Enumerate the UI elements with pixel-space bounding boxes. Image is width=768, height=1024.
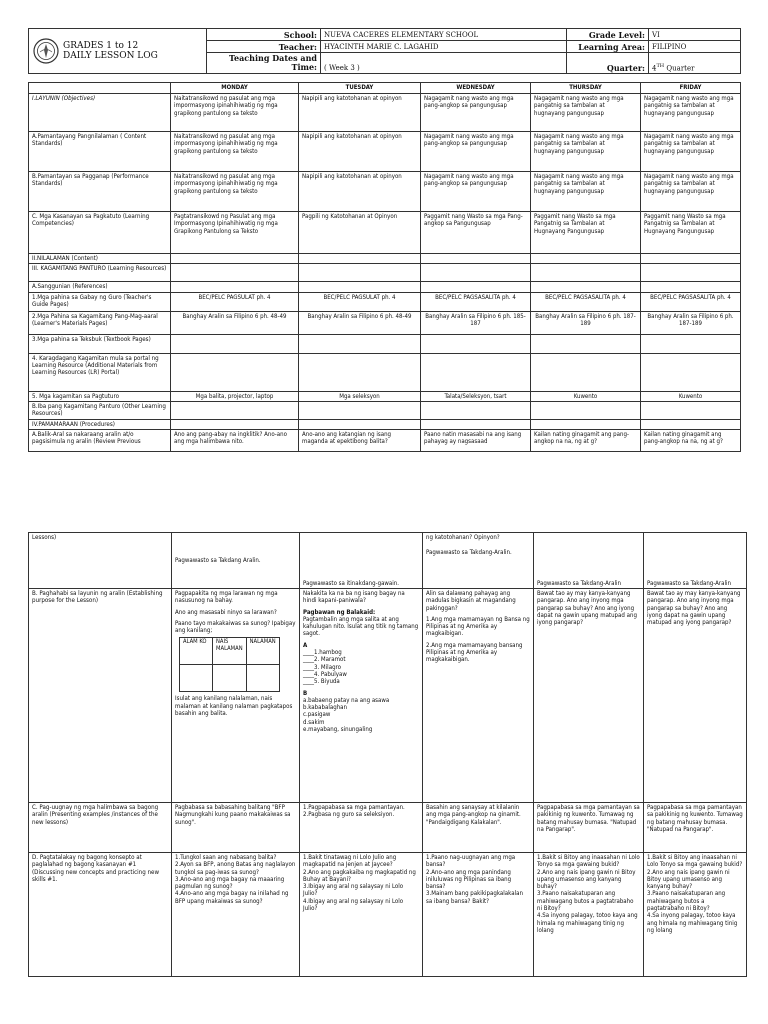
table-cell — [171, 419, 299, 429]
row-label: IV.PAMAMARAAN (Procedures) — [29, 419, 171, 429]
day-wednesday: WEDNESDAY — [421, 83, 531, 94]
table-cell: Nagagamit nang wasto ang mga pangatnig sa tambalan at hugnayang pangungusap — [531, 172, 641, 212]
table-cell: Naitatransikowd ng pasulat ang mga impormasyong ipinahihiwatig ng mga grapikong pantulong sa teksto — [171, 94, 299, 132]
table-cell — [641, 264, 741, 282]
table-cell: Nagagamit nang wasto ang mga pangatnig sa tambalan at hugnayang pangungusap — [641, 94, 741, 132]
cell-text: B — [303, 689, 308, 697]
row-label-objectives: I.LAYUNIN (Objectives) — [29, 94, 171, 132]
header-table — [28, 28, 741, 74]
table-row — [29, 430, 741, 452]
table-cell — [299, 264, 421, 282]
row-label: 5. Mga kagamitan sa Pagtuturo — [29, 391, 171, 401]
table-cell: Pagpapabasa sa mga pamantayan sa pakikinig ng kuwento. Tumawag ng batang mahusay bumasa. "Natupad na Pangarap". — [534, 803, 644, 853]
dates-label — [207, 53, 321, 74]
kwl-cell — [246, 665, 279, 692]
cell-text: Ano ang masasabi ninyo sa larawan? — [175, 608, 277, 616]
table-cell — [641, 353, 741, 391]
table-cell — [641, 334, 741, 353]
table-cell: Ano ang pang-abay na ingklitik? Ano-ano ang mga halimbawa nito. — [171, 430, 299, 452]
table-cell — [300, 589, 423, 803]
table-cell: Pagwawasto sa Takdang-Aralin — [534, 533, 644, 589]
dates-value: ( Week 3 ) — [321, 53, 567, 74]
table-cell: Mga balita, projector, laptop — [171, 391, 299, 401]
table-cell — [421, 264, 531, 282]
grade-value: VI — [649, 29, 741, 41]
cell-text: Nakakita ka na ba ng isang bagay na hindi kapani-paniwala? — [303, 590, 405, 605]
dates-label-line2: Time: — [291, 62, 317, 72]
table-row — [29, 853, 747, 977]
row-label: A.Pamantayang Pangnilalaman ( Content Standards) — [29, 132, 171, 172]
table-cell — [641, 401, 741, 419]
table-cell: Mga seleksyon — [299, 391, 421, 401]
kwl-chart — [179, 637, 280, 692]
row-label: A.Balik-Aral sa nakaraang aralin at/o pagsisimula ng aralin (Review Previous — [29, 430, 171, 452]
table-cell — [421, 254, 531, 264]
table-cell — [641, 254, 741, 264]
table-cell — [299, 334, 421, 353]
kwl-cell — [180, 665, 213, 692]
table-cell: Talata/Seleksyon, tsart — [421, 391, 531, 401]
table-row — [29, 264, 741, 282]
header-logo-title — [29, 29, 207, 74]
table-cell — [171, 334, 299, 353]
table-cell — [421, 282, 531, 292]
table-cell: Nagagamit nang wasto ang mga pangatnig sa tambalan at hugnayang pangungusap — [531, 132, 641, 172]
dates-label-line1: Teaching Dates and — [228, 53, 317, 63]
table-row — [29, 94, 741, 132]
table-cell: Banghay Aralin sa Filipino 6 ph. 187-189 — [531, 311, 641, 334]
table-row — [29, 419, 741, 429]
table-cell: Pagbabasa sa babasahing balitang "BFP Nagmungkahi kung paano makakaiwas sa sunog". — [172, 803, 300, 853]
table-row — [29, 334, 741, 353]
kwl-header: ALAM KO — [180, 638, 213, 665]
table-cell — [299, 353, 421, 391]
area-label: Learning Area: — [567, 41, 649, 53]
table-cell — [531, 254, 641, 264]
table-row — [29, 172, 741, 212]
cell-text: Paano tayo makakaiwas sa sunog? Ipabigay ang kanilang; — [175, 619, 296, 635]
table-cell — [171, 254, 299, 264]
table-row — [29, 292, 741, 311]
kwl-cell — [213, 665, 247, 692]
table-cell — [531, 334, 641, 353]
table-cell: 1.Bakit tinatawag ni Lolo Julio ang magkapatid na Jenjen at Jaycee? 2.Ano ang pagkakaiba ng magkapatid ng Buhay at Bayani? 3.Ibigay ang aral ng salaysay ni Lolo Julio? 4.Ibigay ang aral ng salaysay ni Lolo Julio? — [300, 853, 423, 977]
cell-text: Pagbawan ng Balakaid: — [303, 608, 376, 616]
table-cell: Pagwawasto sa Takdang Aralin. — [172, 533, 300, 589]
list-item: a.babaeng patay na ang asawa — [303, 696, 390, 704]
table-row — [29, 311, 741, 334]
table-cell: Pagwawasto sa Takdang-Aralin — [644, 533, 747, 589]
row-label: B.Iba pang Kagamitang Panturo (Other Learning Resources) — [29, 401, 171, 419]
cell-text: Isulat ang kanilang nalalaman, nais malaman at kanilang nalaman pagkatapos basahin ang balita. — [175, 695, 293, 718]
day-header-blank — [29, 83, 171, 94]
table-cell: Banghay Aralin sa Filipino 6 ph. 187-189 — [641, 311, 741, 334]
row-label: A.Sanggunian (References) — [29, 282, 171, 292]
list-item: ____2. Maramot — [303, 656, 346, 664]
teacher-label: Teacher: — [207, 41, 321, 53]
row-label: B. Paghahabi sa layunin ng aralin (Establishing purpose for the Lesson) — [29, 589, 172, 803]
row-label: 2.Mga Pahina sa Kagamitang Pang-Mag-aaral (Learner's Materials Pages) — [29, 311, 171, 334]
table-row — [29, 401, 741, 419]
row-label: C. Mga Kasanayan sa Pagkatuto (Learning Competencies) — [29, 212, 171, 254]
table-cell: Paggamit nang Wasto sa mga Pang-angkop sa Pangungusap — [421, 212, 531, 254]
table-cell: BEC/PELC PAGSASALITA ph. 4 — [641, 292, 741, 311]
deped-seal-icon — [33, 38, 59, 64]
table-cell: Paggamit nang Wasto sa mga Pangatnig sa Tambalan at Hugnayang Pangungusap — [531, 212, 641, 254]
table-cell: Nagagamit nang wasto ang mga pang-angkop sa pangungusap — [421, 172, 531, 212]
area-value: FILIPINO — [649, 41, 741, 53]
cell-text: Alin sa dalawang pahayag ang madulas bigkasin at magandang pakinggan? — [426, 590, 516, 612]
table-cell: Paggamit nang Wasto sa mga Pangatnig sa Tambalan at Hugnayang Pangungusap — [641, 212, 741, 254]
grade-label: Grade Level: — [567, 29, 649, 41]
table-cell: Banghay Aralin sa Filipino 6 ph. 185-187 — [421, 311, 531, 334]
table-cell: Nagagamit nang wasto ang mga pangatnig sa tambalan at hugnayang pangungusap — [531, 94, 641, 132]
table-cell: BEC/PELC PAGSULAT ph. 4 — [171, 292, 299, 311]
table-cell: Banghay Aralin sa Filipino 6 ph. 48-49 — [299, 311, 421, 334]
table-cell — [299, 282, 421, 292]
table-cell — [531, 401, 641, 419]
table-cell: Kuwento — [641, 391, 741, 401]
table-cell: Naitatransikowd ng pasulat ang mga impormasyong ipinahihiwatig ng mga grapikong pantulong sa teksto — [171, 172, 299, 212]
table-cell — [171, 264, 299, 282]
kwl-header: NALAMAN — [246, 638, 279, 665]
row-label: D. Pagtatalakay ng bagong konsepto at paglalahad ng bagong kasanayan #1 (Discussing new concepts and practicing new skills #1. — [29, 853, 172, 977]
table-cell — [299, 419, 421, 429]
table-cell: Bawat tao ay may kanya-kanyang pangarap. Ano ang inyong mga pangarap sa buhay? Ano ang iyong dapat na gawin upang matupad ang iyong pangarap? — [534, 589, 644, 803]
table-cell: Kailan nating ginagamit ang pang-angkop na na, ng at g? — [531, 430, 641, 452]
table-cell — [421, 401, 531, 419]
table-cell: Ano-ano ang katangian ng isang maganda at epektibong balita? — [299, 430, 421, 452]
table-cell — [421, 334, 531, 353]
table-cell: 1.Bakit si Bitoy ang inaasahan ni Lolo Tonyo sa mga gawaing bukid? 2.Ano ang nais ipang gawin ni Bitoy upang umasenso ang kanyang buhay? 3.Paano naisakatuparan ang mahiwagang butos a pagtatrabaho ni Bitoy? 4.Sa inyong palagay, totoo kaya ang himala ng mahiwagang tinig ng lolang — [644, 853, 747, 977]
kwl-header: NAIS MALAMAN — [213, 638, 247, 665]
table-cell: BEC/PELC PAGSASALITA ph. 4 — [421, 292, 531, 311]
day-header-row — [29, 83, 741, 94]
table-cell: Nagagamit nang wasto ang mga pangatnig sa tambalan at hugnayang pangungusap — [641, 132, 741, 172]
table-cell: 1.Pagpapabasa sa mga pamantayan. 2.Pagbasa ng guro sa seleksiyon. — [300, 803, 423, 853]
quarter-label: Quarter: — [567, 53, 649, 74]
school-value: NUEVA CACERES ELEMENTARY SCHOOL — [321, 29, 567, 41]
table-cell — [531, 264, 641, 282]
table-cell: BEC/PELC PAGSULAT ph. 4 — [299, 292, 421, 311]
table-cell: 1.Paano nag-uugnayan ang mga bansa? 2.Ano-ano ang mga panindang iniluluwas ng Pilipinas sa ibang bansa? 3.Mainam bang pakikipagkalakalan sa ibang bansa? Bakit? — [423, 853, 534, 977]
cell-text: 2.Ang mga mamamayang bansang Pilipinas at ng Amerika ay magkakaibigan. — [426, 641, 523, 664]
table-cell: BEC/PELC PAGSASALITA ph. 4 — [531, 292, 641, 311]
table-cell: Bawat tao ay may kanya-kanyang pangarap. Ano ang inyong mga pangarap sa buhay? Ano ang iyong dapat na gawin upang matupad ang iyong pangarap? — [644, 589, 747, 803]
table-cell: 1.Tungkol saan ang nabasang balita? 2.Ayon sa BFP, anong Batas ang naglalayon tungkol sa pag-iwas sa sunog? 3.Ano-ano ang mga bagay na maaaring pagmulan ng sunog? 4.Ano-ano ang mga bagay na inilahad ng BFP upang makaiwas sa sunog? — [172, 853, 300, 977]
table-cell — [421, 353, 531, 391]
table-cell: Banghay Aralin sa Filipino 6 ph. 48-49 — [171, 311, 299, 334]
title-dll: DAILY LESSON LOG — [63, 51, 158, 61]
teacher-value: HYACINTH MARIE C. LAGAHID — [321, 41, 567, 53]
table-row — [29, 353, 741, 391]
list-item: b.kababalaghan — [303, 704, 348, 712]
table-cell — [172, 589, 300, 803]
cell-text: Pagpapakita ng mga larawan ng mga nasusunog na bahay. — [175, 590, 278, 605]
table-cell: Kuwento — [531, 391, 641, 401]
table-row — [29, 282, 741, 292]
table-cell: Napipili ang katotohanan at opinyon — [299, 94, 421, 132]
lesson-table-page2 — [28, 532, 747, 977]
table-cell — [531, 353, 641, 391]
table-cell: Pagwawasto sa itinakdang-gawain. — [300, 533, 423, 589]
day-monday: MONDAY — [171, 83, 299, 94]
row-label: Lessons) — [29, 533, 172, 589]
day-tuesday: TUESDAY — [299, 83, 421, 94]
table-cell: Pagpili ng Katotohanan at Opinyon — [299, 212, 421, 254]
day-friday: FRIDAY — [641, 83, 741, 94]
table-row — [29, 254, 741, 264]
table-cell: Nagagamit nang wasto ang mga pang-angkop sa pangungusap — [421, 94, 531, 132]
table-cell — [171, 282, 299, 292]
table-cell: Naitatransikowd ng pasulat ang mga impormasyong ipinahihiwatig ng mga grapikong pantulong sa teksto — [171, 132, 299, 172]
lesson-table-page1 — [28, 82, 741, 452]
table-cell: 1.Bakit si Bitoy ang inaasahan ni Lolo Tonyo sa mga gawaing bukid? 2.Ano ang nais ipang gawin ni Bitoy upang umasenso ang kanyang buhay? 3.Paano naisakatuparan ang mahiwagang butos a pagtatrabaho ni Bitoy? 4.Sa inyong palagay, totoo kaya ang himala ng mahiwagang tinig ng lolang — [534, 853, 644, 977]
list-item: c.pasigaw — [303, 711, 331, 719]
table-cell — [531, 419, 641, 429]
table-cell: Kailan nating ginagamit ang pang-angkop na na, ng at g? — [641, 430, 741, 452]
table-cell — [171, 401, 299, 419]
table-cell: Nagagamit nang wasto ang mga pangatnig sa tambalan at hugnayang pangungusap — [641, 172, 741, 212]
row-label: 3.Mga pahina sa Teksbuk (Textbook Pages) — [29, 334, 171, 353]
list-item: e.mayabang, sinungaling — [303, 726, 373, 734]
row-label: B.Pamantayan sa Pagganap (Performance Standards) — [29, 172, 171, 212]
table-cell: ng katotohanan? Opinyon? Pagwawasto sa Takdang-Aralin. — [423, 533, 534, 589]
school-label: School: — [207, 29, 321, 41]
table-row — [29, 589, 747, 803]
row-label: II.NILALAMAN (Content) — [29, 254, 171, 264]
table-cell — [531, 282, 641, 292]
cell-text: Pagtambalin ang mga salita at ang kahulugan nito. Isulat ang titik ng tamang sagot. — [303, 615, 419, 638]
table-cell: Napipili ang katotohanan at opinyon — [299, 172, 421, 212]
row-label: 4. Karagdagang Kagamitan mula sa portal ng Learning Resource (Additional Materials from Learning Resources (LR) Portal) — [29, 353, 171, 391]
table-row — [29, 533, 747, 589]
quarter-value: 4TH Quarter — [649, 53, 741, 74]
table-cell — [421, 419, 531, 429]
table-cell — [423, 589, 534, 803]
table-row — [29, 132, 741, 172]
cell-text: A — [303, 641, 308, 649]
table-cell: Paano natin masasabi na ang isang pahayag ay nagsasaad — [421, 430, 531, 452]
table-row — [29, 212, 741, 254]
list-item: ____3. Milagro — [303, 663, 342, 671]
title-grades: GRADES 1 to 12 — [63, 41, 139, 51]
table-row — [29, 803, 747, 853]
table-cell — [641, 419, 741, 429]
row-label: III. KAGAMITANG PANTURO (Learning Resources) — [29, 264, 171, 282]
cell-text: 1.Ang mga mamamayan ng Bansa ng Pilipinas at ng Amerika ay magkaibigan. — [426, 615, 530, 638]
row-label: 1.Mga pahina sa Gabay ng Guro (Teacher's Guide Pages) — [29, 292, 171, 311]
row-label: C. Pag-uugnay ng mga halimbawa sa bagong aralin (Presenting examples /instances of the new lessons) — [29, 803, 172, 853]
table-cell: Pagtatransikowd ng Pasulat ang mga Impormasyong Ipinahihiwatig ng mga Grapikong Pantulong sa Teksto — [171, 212, 299, 254]
table-cell — [171, 353, 299, 391]
list-item: ____1.hambog — [303, 649, 342, 657]
table-cell: Pagpapabasa sa mga pamantayan sa pakikinig ng kuwento. Tumawag ng batang mahusay bumasa. "Natupad na Pangarap". — [644, 803, 747, 853]
table-cell: Basahin ang sanaysay at kilalanin ang mga pang-angkop na ginamit. "Pandaigdigang Kalakalan". — [423, 803, 534, 853]
list-item: ____4. Pabulyaw — [303, 670, 347, 678]
table-row — [29, 391, 741, 401]
table-cell — [641, 282, 741, 292]
table-cell — [299, 401, 421, 419]
day-thursday: THURSDAY — [531, 83, 641, 94]
list-item: ____5. Biyuda — [303, 678, 340, 686]
table-cell — [299, 254, 421, 264]
table-cell: Napipili ang katotohanan at opinyon — [299, 132, 421, 172]
list-item: d.sakim — [303, 718, 325, 726]
table-cell: Nagagamit nang wasto ang mga pang-angkop sa pangungusap — [421, 132, 531, 172]
